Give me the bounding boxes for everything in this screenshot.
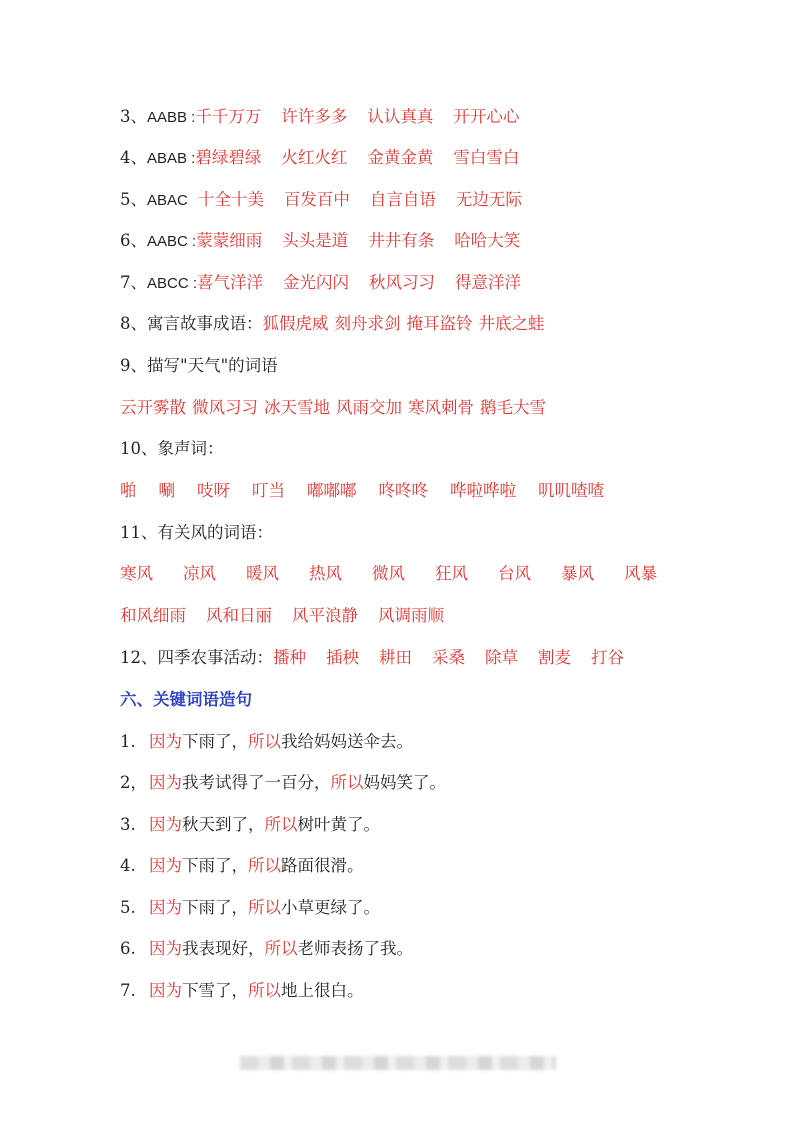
- word: 百发百中: [283, 190, 350, 209]
- because-word: 因为: [149, 898, 182, 917]
- word: 风和日丽: [206, 606, 272, 625]
- word: 掩耳盗铃: [406, 314, 473, 333]
- sentence-text: 小草更绿了。: [281, 898, 380, 917]
- word: 千千万万: [195, 107, 262, 126]
- so-word: 所以: [264, 815, 298, 834]
- sentence-text: 妈妈笑了。: [363, 773, 446, 792]
- word: 微风: [372, 564, 405, 583]
- sentence-number: 1.: [120, 732, 136, 751]
- fable-idioms-line: [120, 313, 763, 335]
- pattern-label: ABAB :: [147, 150, 196, 167]
- sentence-line: [120, 855, 763, 877]
- word: 叽叽喳喳: [538, 481, 604, 500]
- weather-heading: [120, 355, 763, 377]
- because-word: 因为: [149, 856, 182, 875]
- sentence-text: 我表现好，: [182, 939, 265, 958]
- sentence-number: 7.: [120, 981, 136, 1000]
- word: 哈哈大笑: [454, 231, 521, 250]
- word: 喜气洋洋: [197, 273, 264, 292]
- line-label: 10、象声词：: [120, 439, 224, 458]
- word: 刻舟求剑: [334, 314, 401, 333]
- word: 微风习习: [192, 398, 258, 417]
- word: 碧绿碧绿: [195, 148, 262, 167]
- word: 无边无际: [455, 190, 522, 209]
- pattern-label: ABAC: [147, 192, 188, 209]
- word: 播种: [273, 648, 306, 667]
- word: 鹅毛大雪: [480, 398, 546, 417]
- sentence-text: 下雨了，: [182, 856, 248, 875]
- pattern-line-abac: [120, 189, 763, 212]
- because-word: 因为: [149, 773, 182, 792]
- pattern-label: AABC :: [147, 233, 197, 250]
- farming-line: [120, 647, 763, 669]
- word: 啪: [120, 481, 137, 500]
- sentence-text: 下雨了，: [182, 898, 248, 917]
- word: 风暴: [624, 564, 657, 583]
- word: 打谷: [591, 648, 624, 667]
- word: 认认真真: [367, 107, 434, 126]
- line-number: 5、: [120, 190, 147, 209]
- because-word: 因为: [149, 815, 182, 834]
- line-label: 12、四季农事活动：: [120, 648, 273, 667]
- so-word: 所以: [264, 939, 298, 958]
- so-word: 所以: [248, 981, 281, 1000]
- so-word: 所以: [248, 732, 281, 751]
- sentence-line: [120, 814, 763, 836]
- word: 风平浪静: [292, 606, 358, 625]
- section-title: 六、关键词语造句: [120, 690, 252, 709]
- word: 开开心心: [453, 107, 520, 126]
- sentence-text: 地上很白。: [281, 981, 364, 1000]
- because-word: 因为: [149, 939, 182, 958]
- so-word: 所以: [248, 856, 281, 875]
- pattern-label: ABCC :: [147, 275, 198, 292]
- word: 寒风刺骨: [408, 398, 474, 417]
- pattern-line-abcc: [120, 272, 763, 295]
- word: 井井有条: [368, 231, 435, 250]
- line-number: 6、: [120, 231, 147, 250]
- line-number: 4、: [120, 148, 147, 167]
- sentence-number: 6.: [120, 939, 136, 958]
- word: 十全十美: [197, 190, 264, 209]
- word: 火红火红: [281, 148, 348, 167]
- sentence-text: 下雪了，: [182, 981, 248, 1000]
- weather-words: [120, 397, 763, 419]
- wind-heading: [120, 522, 763, 544]
- so-word: 所以: [248, 898, 281, 917]
- word: 台风: [498, 564, 531, 583]
- word: 寒风: [120, 564, 153, 583]
- sentence-line: [120, 897, 763, 919]
- so-word: 所以: [330, 773, 364, 792]
- word: 金光闪闪: [283, 273, 350, 292]
- word: 暖风: [246, 564, 279, 583]
- word: 唰: [158, 481, 175, 500]
- word: 咚咚咚: [378, 481, 428, 500]
- word: 叮当: [252, 481, 285, 500]
- line-label: 11、有关风的词语：: [120, 523, 273, 542]
- word: 嘟嘟嘟: [307, 481, 357, 500]
- word: 吱呀: [197, 481, 230, 500]
- wind-words-row2: [120, 605, 763, 627]
- pattern-line-abab: [120, 147, 763, 170]
- sentence-number: 2，: [120, 773, 147, 792]
- sentence-text: 路面很滑。: [281, 856, 364, 875]
- sentence-text: 老师表扬了我。: [297, 939, 413, 958]
- sentence-line: [120, 980, 763, 1002]
- sentence-line: [120, 772, 763, 794]
- line-label: 9、描写"天气"的词语: [120, 356, 278, 375]
- sentence-number: 4.: [120, 856, 136, 875]
- word: 采桑: [432, 648, 465, 667]
- word: 狂风: [435, 564, 468, 583]
- word: 蒙蒙细雨: [196, 231, 263, 250]
- sentence-line: [120, 731, 763, 753]
- sentence-number: 5.: [120, 898, 136, 917]
- word: 头头是道: [282, 231, 349, 250]
- word: 雪白雪白: [453, 148, 520, 167]
- pattern-label: AABB :: [147, 109, 196, 126]
- sentence-text: 树叶黄了。: [297, 815, 380, 834]
- wind-words-row1: [120, 563, 763, 585]
- sentence-text: 我给妈妈送伞去。: [281, 732, 413, 751]
- blurred-footer-watermark: [240, 1056, 556, 1070]
- pattern-line-aabb: [120, 106, 763, 129]
- word: 除草: [485, 648, 518, 667]
- word: 金黄金黄: [367, 148, 434, 167]
- word: 秋风习习: [369, 273, 436, 292]
- onomatopoeia-heading: [120, 438, 763, 460]
- sentence-line: [120, 938, 763, 960]
- sentence-text: 我考试得了一百分，: [182, 773, 331, 792]
- word: 云开雾散: [120, 398, 186, 417]
- line-number: 3、: [120, 107, 147, 126]
- word: 插秧: [326, 648, 359, 667]
- line-label: 8、寓言故事成语：: [120, 314, 263, 333]
- onomatopoeia-words: [120, 480, 763, 502]
- sentence-number: 3.: [120, 815, 136, 834]
- word: 许许多多: [281, 107, 348, 126]
- because-word: 因为: [149, 732, 182, 751]
- word: 暴风: [561, 564, 594, 583]
- word: 自言自语: [369, 190, 436, 209]
- word: 哗啦哗啦: [450, 481, 516, 500]
- word: 冰天雪地: [264, 398, 330, 417]
- word: 耕田: [379, 648, 412, 667]
- word: 凉风: [183, 564, 216, 583]
- because-word: 因为: [149, 981, 182, 1000]
- word: 井底之蛙: [478, 314, 545, 333]
- pattern-line-aabc: [120, 230, 763, 253]
- word: 得意洋洋: [455, 273, 522, 292]
- word: 割麦: [538, 648, 571, 667]
- sentence-text: 秋天到了，: [182, 815, 265, 834]
- word: 和风细雨: [120, 606, 186, 625]
- line-number: 7、: [120, 273, 147, 292]
- word: 热风: [309, 564, 342, 583]
- sentence-text: 下雨了，: [182, 732, 248, 751]
- word: 风调雨顺: [378, 606, 444, 625]
- word: 狐假虎威: [262, 314, 329, 333]
- word: 风雨交加: [336, 398, 402, 417]
